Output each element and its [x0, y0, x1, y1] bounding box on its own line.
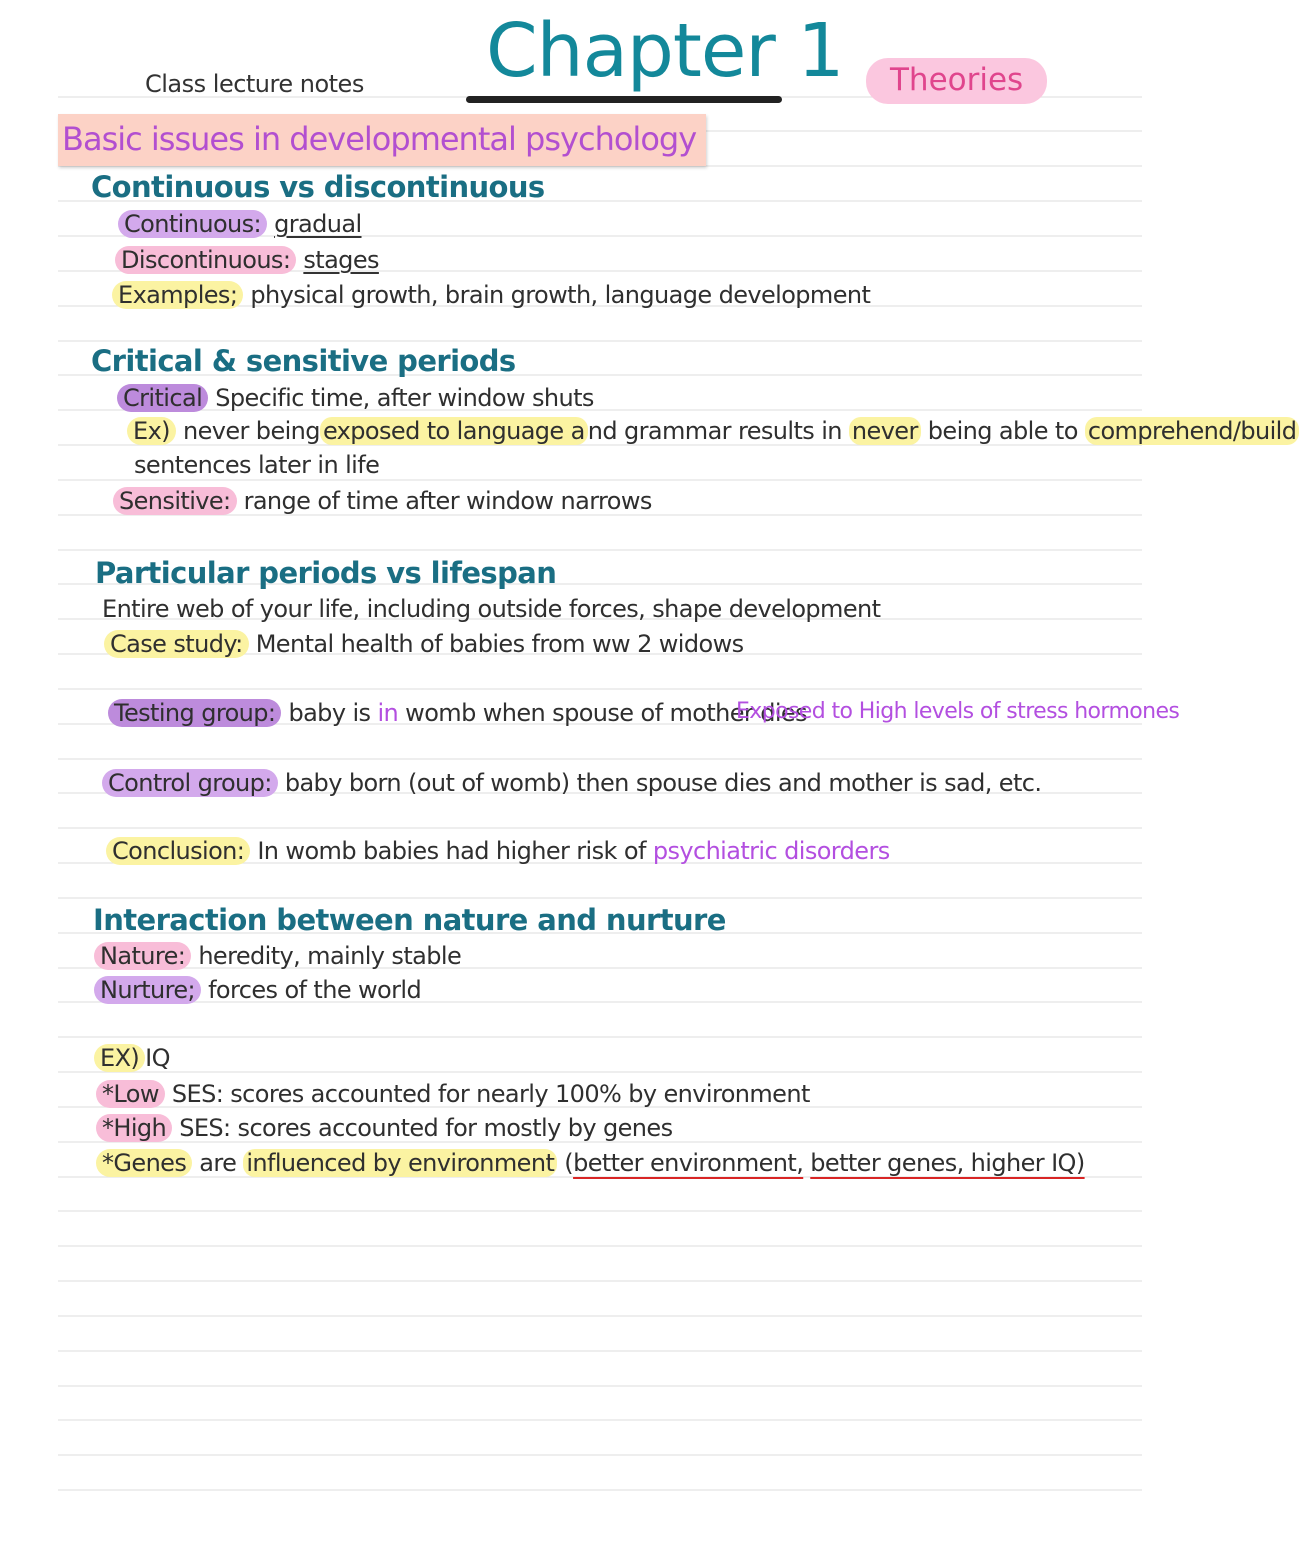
testing-text-1: baby is [288, 699, 371, 727]
control-group-label: Control group: [102, 769, 278, 797]
conclusion-line [112, 837, 890, 865]
examples-line [118, 281, 870, 309]
title-underline [466, 96, 782, 103]
high-ses-label: *High [96, 1114, 172, 1142]
continuous-label: Continuous: [118, 210, 267, 238]
critical-line [123, 384, 594, 412]
continuous-text: gradual [274, 210, 362, 238]
conclusion-label: Conclusion: [106, 837, 250, 865]
testing-in-word: in [377, 699, 399, 727]
discontinuous-text: stages [303, 246, 379, 274]
nurture-line [100, 976, 421, 1004]
continuous-line [124, 210, 362, 238]
heading-lifespan: Particular periods vs lifespan [95, 556, 557, 590]
iq-ex-label: EX) [94, 1044, 145, 1072]
case-study-text: Mental health of babies from ww 2 widows [255, 630, 744, 658]
heading-nature-nurture: Interaction between nature and nurture [93, 903, 726, 937]
case-study-label: Case study: [104, 630, 249, 658]
critical-example-continued: sentences later in life [134, 451, 380, 479]
ex-text-1: never being [182, 417, 320, 445]
section-banner: Basic issues in developmental psychology [58, 114, 706, 166]
heading-continuous: Continuous vs discontinuous [91, 170, 545, 204]
control-group-text: baby born (out of womb) then spouse dies and mother is sad, etc. [284, 769, 1042, 797]
low-ses-line [102, 1080, 810, 1108]
genes-are: are [199, 1149, 237, 1177]
testing-text-2: womb when spouse of mother dies [405, 699, 807, 727]
genes-underline-1: better environment, [573, 1149, 804, 1177]
nature-line [100, 942, 461, 970]
low-ses-text: SES: scores accounted for nearly 100% by environment [171, 1080, 810, 1108]
genes-underline-2: better genes, higher IQ) [810, 1149, 1085, 1177]
conclusion-highlight: psychiatric disorders [652, 837, 890, 865]
examples-label: Examples; [112, 281, 243, 309]
ex-text-2: nd grammar results in [587, 417, 842, 445]
case-study-line [110, 630, 744, 658]
critical-label: Critical [117, 384, 208, 412]
critical-text: Specific time, after window shuts [215, 384, 594, 412]
sensitive-line [119, 487, 652, 515]
control-group-line [108, 769, 1041, 797]
genes-highlight: influenced by environment [243, 1149, 557, 1177]
discontinuous-line [121, 246, 379, 274]
ex-label: Ex) [127, 417, 176, 445]
high-ses-line [102, 1114, 672, 1142]
sensitive-text: range of time after window narrows [243, 487, 652, 515]
class-lecture-label: Class lecture notes [145, 70, 364, 98]
nurture-label: Nurture; [94, 976, 201, 1004]
genes-label: *Genes [96, 1149, 192, 1177]
low-ses-label: *Low [96, 1080, 165, 1108]
ex-highlight-2: never [849, 417, 921, 445]
ex-text-3: being able to [927, 417, 1078, 445]
heading-critical: Critical & sensitive periods [91, 344, 516, 378]
nature-label: Nature: [94, 942, 191, 970]
genes-paren-open: ( [564, 1149, 574, 1177]
high-ses-text: SES: scores accounted for mostly by genes [179, 1114, 673, 1142]
chapter-title: Chapter 1 [486, 8, 844, 94]
nature-text: heredity, mainly stable [198, 942, 462, 970]
conclusion-text: In womb babies had higher risk of [257, 837, 646, 865]
iq-example-line [100, 1044, 170, 1072]
testing-group-line [114, 699, 807, 727]
sensitive-label: Sensitive: [113, 487, 237, 515]
critical-example-line [133, 417, 1299, 445]
genes-line [102, 1149, 1085, 1177]
lifespan-intro: Entire web of your life, including outside forces, shape development [102, 595, 881, 623]
examples-text: physical growth, brain growth, language development [250, 281, 871, 309]
topic-tag: Theories [866, 58, 1047, 104]
testing-group-label: Testing group: [108, 699, 281, 727]
ex-highlight-1: exposed to language a [320, 417, 588, 445]
testing-side-note: Exposed to High levels of stress hormones [736, 699, 1180, 724]
discontinuous-label: Discontinuous: [115, 246, 296, 274]
iq-ex-text: IQ [145, 1044, 170, 1072]
nurture-text: forces of the world [208, 976, 422, 1004]
ex-highlight-3: comprehend/build [1085, 417, 1299, 445]
